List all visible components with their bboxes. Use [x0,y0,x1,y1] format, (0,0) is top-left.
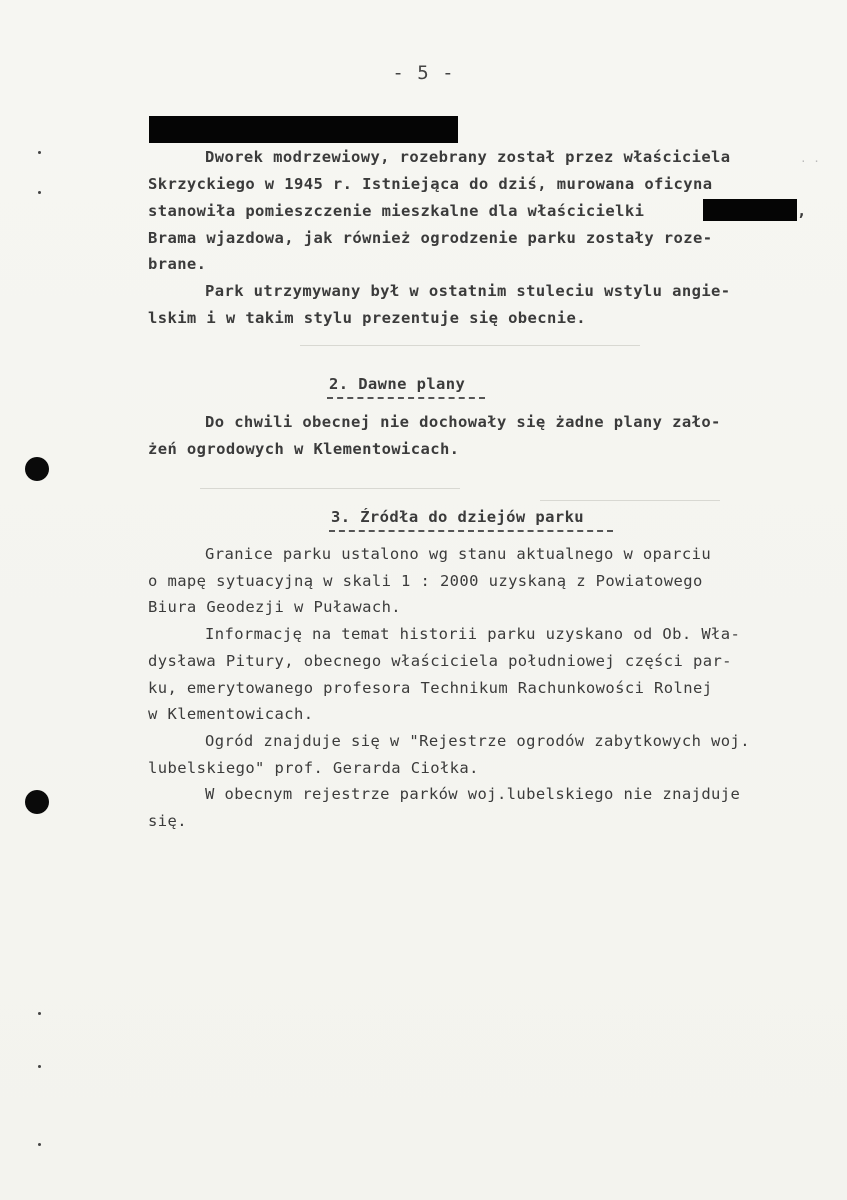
section3-p2-line1: Informację na temat historii parku uzyskano od Ob. Wła- [205,625,741,643]
paragraph1-line2: Skrzyckiego w 1945 r. Istniejąca do dziś, murowana oficyna [148,175,713,193]
show-through-line [200,488,460,489]
paragraph2-line1: Park utrzymywany był w ostatnim stuleciu wstylu angie- [205,282,731,300]
paragraph1-line3: stanowiła pomieszczenie mieszkalne dla właścicielki [148,202,645,220]
section2-heading-underline [327,397,485,399]
margin-dot [38,191,41,194]
section3-p3-line1: Ogród znajduje się w "Rejestrze ogrodów zabytkowych woj. [205,732,750,750]
margin-dot [38,1012,41,1015]
margin-dot [38,1065,41,1068]
punch-hole-upper [25,457,49,481]
section3-p1-line3: Biura Geodezji w Puławach. [148,598,402,616]
punch-hole-lower [25,790,49,814]
redaction-bar-inline [703,199,797,221]
paragraph1-trailing-comma: , [797,202,807,220]
paragraph1-line4: Brama wjazdowa, jak również ogrodzenie parku zostały roze- [148,229,713,247]
section3-p1-line1: Granice parku ustalono wg stanu aktualnego w oparciu [205,545,712,563]
section3-p2-line4: w Klementowicach. [148,705,314,723]
section2-heading: 2. Dawne plany [329,375,466,393]
show-through-line [540,500,720,501]
margin-bleed-mark: . . [800,152,820,165]
paragraph1-line5: brane. [148,255,207,273]
section3-p2-line2: dysława Pitury, obecnego właściciela południowej części par- [148,652,732,670]
section3-p4-line1: W obecnym rejestrze parków woj.lubelskiego nie znajduje [205,785,741,803]
section3-p1-line2: o mapę sytuacyjną w skali 1 : 2000 uzyskaną z Powiatowego [148,572,703,590]
show-through-line [300,345,640,346]
section2-line1: Do chwili obecnej nie dochowały się żadne plany zało- [205,413,721,431]
section3-p4-line2: się. [148,812,187,830]
page-number: - 5 - [392,62,455,84]
section3-p3-line2: lubelskiego" prof. Gerarda Ciołka. [148,759,479,777]
margin-dot [38,1143,41,1146]
section3-heading-underline [329,530,613,532]
section2-line2: żeń ogrodowych w Klementowicach. [148,440,460,458]
margin-dot [38,151,41,154]
section3-p2-line3: ku, emerytowanego profesora Technikum Rachunkowości Rolnej [148,679,713,697]
redaction-bar-top [149,116,458,143]
paragraph2-line2: lskim i w takim stylu prezentuje się obecnie. [148,309,586,327]
section3-heading: 3. Źródła do dziejów parku [331,508,585,526]
paragraph1-line1: Dworek modrzewiowy, rozebrany został przez właściciela [205,148,731,166]
